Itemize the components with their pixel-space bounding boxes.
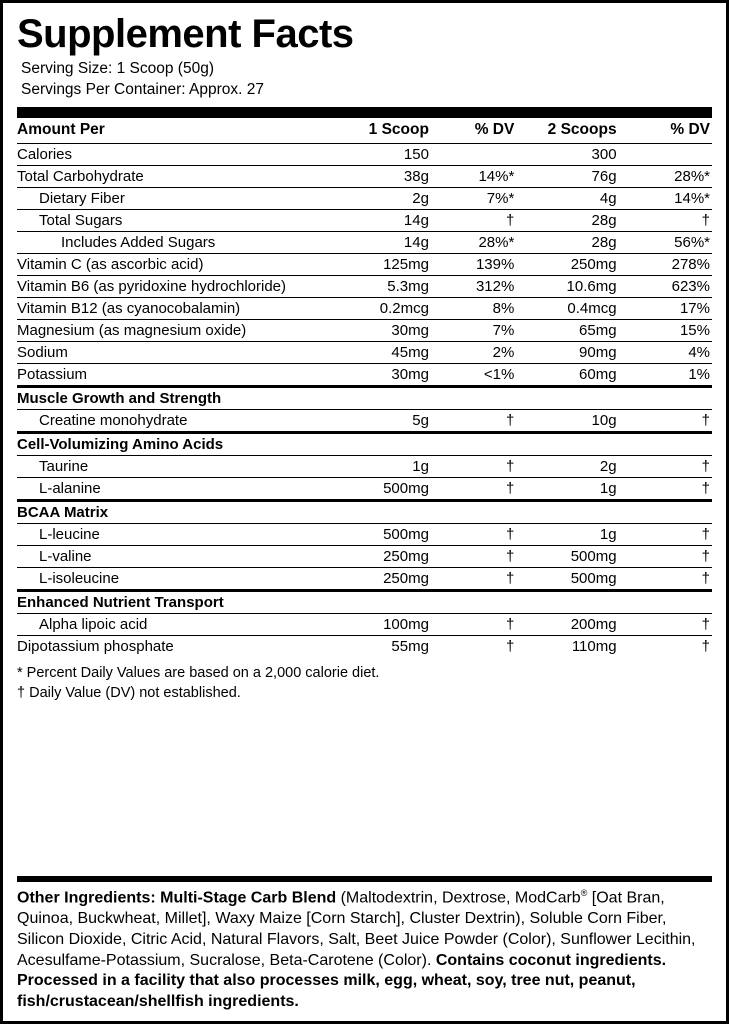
row-value-scoop1: 250mg (337, 545, 441, 567)
row-dv2 (629, 143, 712, 165)
row-value-scoop1: 150 (337, 143, 441, 165)
row-group-label: Enhanced Nutrient Transport (17, 590, 337, 613)
ingredients-body-2: [Oat Bran, Quinoa, Buckwheat, Millet], Waxy Maize [Corn Starch], Cluster Dextrin), Soluble Corn Fiber, Silicon Dioxide, Citric Acid, Natural Flavors, Salt, Beet Juice Powder (Color), Sunflower Lecithin, Acesulfame-Potassium, Sucralose, Beta-Carotene (Color). (17, 889, 696, 969)
row-dv1: † (441, 613, 524, 635)
footnote-dagger: † Daily Value (DV) not established. (17, 685, 241, 702)
row-value-scoop2: 1g (524, 477, 628, 500)
row-dv2: 4% (629, 341, 712, 363)
row-dv1: † (441, 545, 524, 567)
row-value-scoop1: 14g (337, 231, 441, 253)
row-label: Potassium (17, 363, 337, 386)
row-value-scoop2: 10.6mg (524, 275, 628, 297)
row-value-scoop1: 1g (337, 455, 441, 477)
row-dv1: 7% (441, 319, 524, 341)
row-dv2: 278% (629, 253, 712, 275)
row-value-scoop2: 28g (524, 209, 628, 231)
table-row (17, 319, 712, 341)
row-value-scoop2 (524, 500, 628, 523)
row-dv2: † (629, 545, 712, 567)
row-value-scoop2: 28g (524, 231, 628, 253)
row-value-scoop2: 200mg (524, 613, 628, 635)
table-row (17, 613, 712, 635)
row-dv2 (629, 432, 712, 455)
row-dv1: 312% (441, 275, 524, 297)
row-label: Magnesium (as magnesium oxide) (17, 319, 337, 341)
row-label: Alpha lipoic acid (17, 613, 337, 635)
other-ingredients-label: Other Ingredients: (17, 889, 156, 907)
nutrition-table (17, 118, 712, 657)
row-dv1: 7%* (441, 187, 524, 209)
row-value-scoop1: 38g (337, 165, 441, 187)
row-value-scoop1: 250mg (337, 567, 441, 590)
row-value-scoop1: 45mg (337, 341, 441, 363)
row-dv1: † (441, 635, 524, 657)
table-row (17, 341, 712, 363)
row-value-scoop1: 2g (337, 187, 441, 209)
row-dv1 (441, 500, 524, 523)
table-row (17, 590, 712, 613)
row-label: Vitamin B6 (as pyridoxine hydrochloride) (17, 275, 337, 297)
row-label: Includes Added Sugars (17, 231, 337, 253)
row-dv2: 28%* (629, 165, 712, 187)
table-row (17, 297, 712, 319)
row-label: Vitamin B12 (as cyanocobalamin) (17, 297, 337, 319)
row-label: Total Sugars (17, 209, 337, 231)
row-group-label: Cell-Volumizing Amino Acids (17, 432, 337, 455)
row-value-scoop1 (337, 432, 441, 455)
row-value-scoop1: 5g (337, 409, 441, 432)
row-value-scoop1 (337, 590, 441, 613)
ingredients-body-1: (Maltodextrin, Dextrose, ModCarb (336, 889, 581, 907)
row-value-scoop1: 14g (337, 209, 441, 231)
row-dv2: 56%* (629, 231, 712, 253)
row-value-scoop2: 60mg (524, 363, 628, 386)
footnotes (17, 663, 712, 704)
page-title: Supplement Facts (17, 12, 354, 56)
row-dv1 (441, 143, 524, 165)
row-dv1: <1% (441, 363, 524, 386)
row-dv1: † (441, 567, 524, 590)
row-group-label: BCAA Matrix (17, 500, 337, 523)
row-label: L-isoleucine (17, 567, 337, 590)
table-body (17, 143, 712, 657)
row-dv2: † (629, 209, 712, 231)
row-value-scoop2 (524, 432, 628, 455)
row-value-scoop2: 65mg (524, 319, 628, 341)
table-header-row (17, 118, 712, 144)
row-dv1: † (441, 477, 524, 500)
table-row (17, 523, 712, 545)
row-dv1 (441, 432, 524, 455)
table-row (17, 363, 712, 386)
row-value-scoop2: 250mg (524, 253, 628, 275)
row-dv2: 623% (629, 275, 712, 297)
row-value-scoop2: 500mg (524, 567, 628, 590)
row-label: Total Carbohydrate (17, 165, 337, 187)
table-row (17, 635, 712, 657)
row-dv2: † (629, 477, 712, 500)
column-header-dv1: % DV (474, 120, 515, 138)
table-row (17, 209, 712, 231)
table-row (17, 567, 712, 590)
row-value-scoop1: 0.2mcg (337, 297, 441, 319)
table-row (17, 455, 712, 477)
row-value-scoop2: 110mg (524, 635, 628, 657)
row-dv1: 28%* (441, 231, 524, 253)
table-row (17, 477, 712, 500)
table-row (17, 545, 712, 567)
row-value-scoop1: 30mg (337, 319, 441, 341)
table-row (17, 275, 712, 297)
row-dv1: † (441, 523, 524, 545)
row-value-scoop2: 500mg (524, 545, 628, 567)
row-dv2 (629, 386, 712, 409)
row-value-scoop2: 1g (524, 523, 628, 545)
top-rule (17, 107, 712, 118)
servings-per-container: Servings Per Container: Approx. 27 (21, 80, 264, 98)
row-value-scoop1 (337, 386, 441, 409)
row-value-scoop2: 0.4mcg (524, 297, 628, 319)
row-value-scoop1: 30mg (337, 363, 441, 386)
table-row (17, 143, 712, 165)
row-dv2: 17% (629, 297, 712, 319)
row-dv2: † (629, 567, 712, 590)
row-label: L-alanine (17, 477, 337, 500)
row-label: Vitamin C (as ascorbic acid) (17, 253, 337, 275)
row-dv2: 1% (629, 363, 712, 386)
row-value-scoop1 (337, 500, 441, 523)
row-value-scoop1: 500mg (337, 477, 441, 500)
column-header-name: Amount Per (17, 120, 105, 138)
registered-trademark-icon: ® (580, 887, 588, 898)
table-row (17, 409, 712, 432)
row-value-scoop1: 100mg (337, 613, 441, 635)
row-value-scoop2: 2g (524, 455, 628, 477)
row-dv2: † (629, 613, 712, 635)
row-value-scoop2: 300 (524, 143, 628, 165)
row-group-label: Muscle Growth and Strength (17, 386, 337, 409)
row-value-scoop1: 5.3mg (337, 275, 441, 297)
row-dv1: † (441, 409, 524, 432)
row-dv2 (629, 500, 712, 523)
row-dv1 (441, 386, 524, 409)
row-value-scoop2 (524, 386, 628, 409)
row-dv1: 2% (441, 341, 524, 363)
row-dv2: † (629, 409, 712, 432)
table-header-group (17, 118, 712, 144)
column-header-dv2: % DV (670, 120, 710, 138)
row-dv2: 14%* (629, 187, 712, 209)
row-dv1 (441, 590, 524, 613)
serving-info (21, 59, 712, 101)
other-ingredients-text (17, 888, 712, 1013)
row-value-scoop1: 125mg (337, 253, 441, 275)
footnote-dv: * Percent Daily Values are based on a 2,000 calorie diet. (17, 664, 380, 681)
table-row (17, 386, 712, 409)
row-label: Creatine monohydrate (17, 409, 337, 432)
table-row (17, 187, 712, 209)
table-row (17, 253, 712, 275)
row-dv2: † (629, 523, 712, 545)
row-dv1: 139% (441, 253, 524, 275)
row-value-scoop2: 90mg (524, 341, 628, 363)
row-label: Taurine (17, 455, 337, 477)
table-row (17, 432, 712, 455)
carb-blend-label: Multi-Stage Carb Blend (160, 889, 337, 907)
column-header-scoop2: 2 Scoops (547, 120, 617, 138)
row-dv1: † (441, 209, 524, 231)
row-dv1: † (441, 455, 524, 477)
row-value-scoop2: 4g (524, 187, 628, 209)
row-dv1: 14%* (441, 165, 524, 187)
row-dv2: 15% (629, 319, 712, 341)
row-label: Calories (17, 143, 337, 165)
row-dv2: † (629, 455, 712, 477)
allergen-statement: Contains coconut ingredients. Processed in a facility that also processes milk, egg, wheat, soy, tree nut, peanut, fish/crustacean/shellfish ingredients. (17, 951, 667, 1011)
row-dv1: 8% (441, 297, 524, 319)
row-value-scoop2: 10g (524, 409, 628, 432)
table-row (17, 165, 712, 187)
row-label: Sodium (17, 341, 337, 363)
row-dv2: † (629, 635, 712, 657)
serving-size: Serving Size: 1 Scoop (50g) (21, 60, 214, 77)
row-value-scoop1: 500mg (337, 523, 441, 545)
row-value-scoop2 (524, 590, 628, 613)
column-header-scoop1: 1 Scoop (368, 120, 429, 138)
row-value-scoop1: 55mg (337, 635, 441, 657)
row-dv2 (629, 590, 712, 613)
other-ingredients-section (17, 876, 712, 1013)
table-row (17, 500, 712, 523)
row-value-scoop2: 76g (524, 165, 628, 187)
row-label: L-valine (17, 545, 337, 567)
row-label: Dipotassium phosphate (17, 635, 337, 657)
row-label: Dietary Fiber (17, 187, 337, 209)
row-label: L-leucine (17, 523, 337, 545)
table-row (17, 231, 712, 253)
